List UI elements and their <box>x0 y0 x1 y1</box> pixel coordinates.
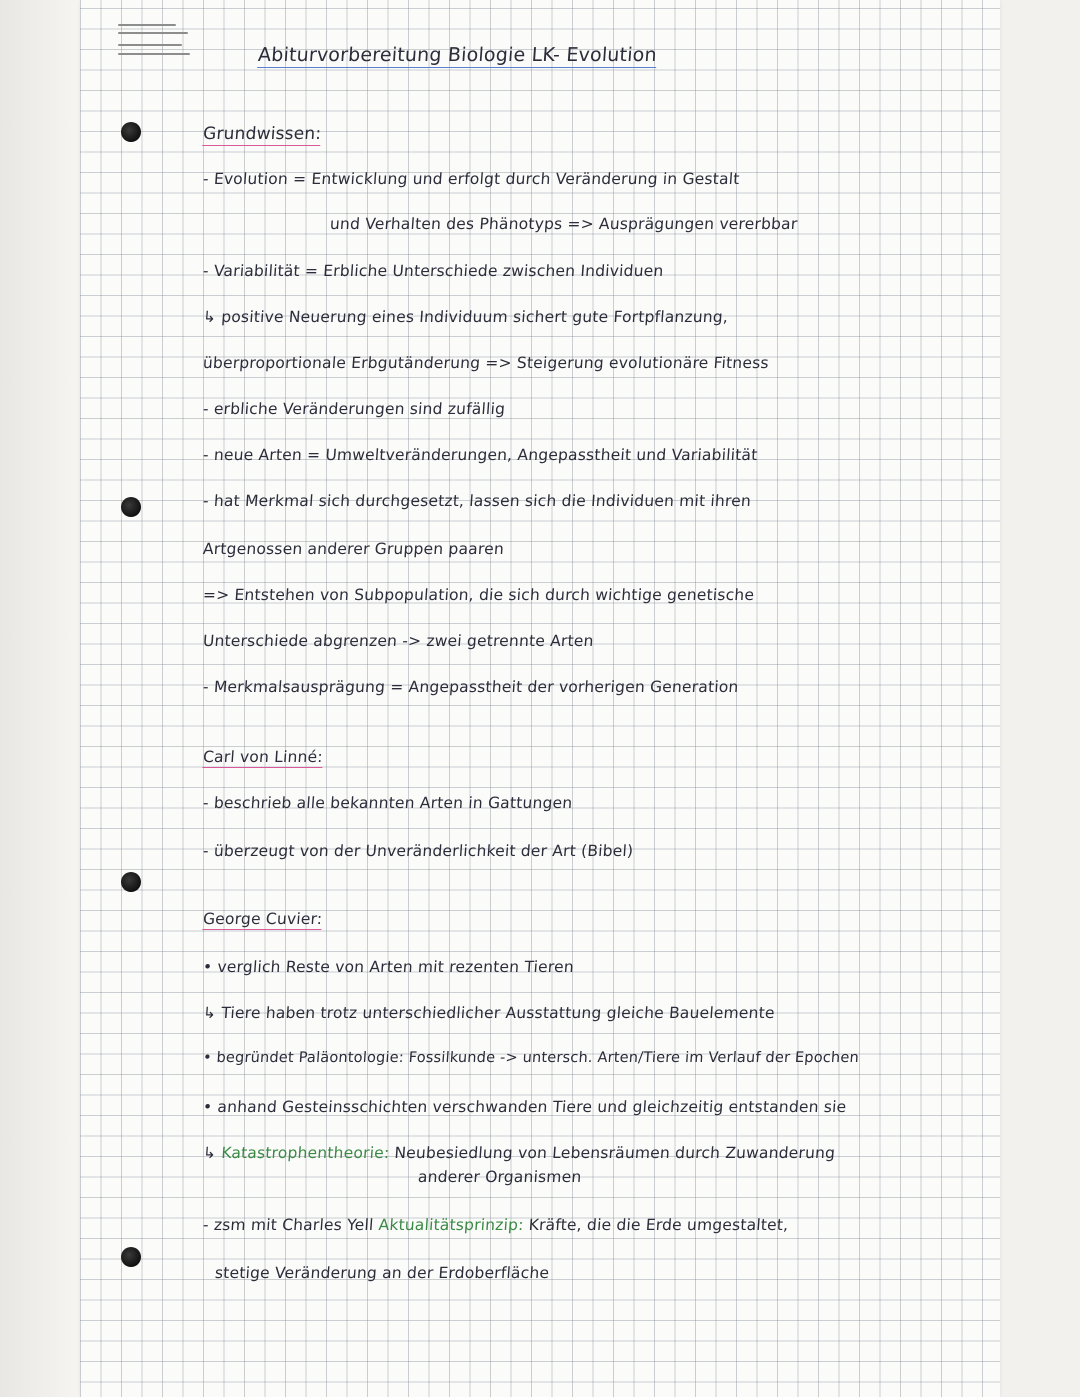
term-katastrophentheorie: Katastrophentheorie: <box>220 1144 390 1162</box>
section-heading-grundwissen: Grundwissen: <box>202 124 322 144</box>
punch-hole <box>121 497 141 517</box>
page-edge <box>0 0 80 1397</box>
note-line: - Merkmalsausprägung = Angepasstheit der vorherigen Generation <box>202 678 740 696</box>
note-line: - erbliche Veränderungen sind zufällig <box>202 400 506 418</box>
note-line: und Verhalten des Phänotyps => Ausprägungen vererbbar <box>329 215 799 233</box>
term-aktualitaetsprinzip: Aktualitätsprinzip: <box>377 1216 525 1234</box>
section-heading-linne: Carl von Linné: <box>202 748 324 766</box>
note-line: Unterschiede abgrenzen -> zwei getrennte Arten <box>202 632 595 650</box>
note-line: - neue Arten = Umweltveränderungen, Angepasstheit und Variabilität <box>202 446 759 464</box>
note-line: - Evolution = Entwicklung und erfolgt durch Veränderung in Gestalt <box>202 170 741 188</box>
note-line: • begründet Paläontologie: Fossilkunde -> untersch. Arten/Tiere im Verlauf der Epochen <box>202 1050 860 1066</box>
punch-hole <box>121 1247 141 1267</box>
note-text: Kräfte, die die Erde umgestaltet, <box>522 1216 789 1234</box>
note-line: => Entstehen von Subpopulation, die sich durch wichtige genetische <box>202 586 755 604</box>
notebook-page <box>80 0 1000 1397</box>
note-line: • anhand Gesteinsschichten verschwanden Tiere und gleichzeitig entstanden sie <box>202 1098 848 1116</box>
note-line-aktualitaetsprinzip <box>202 1216 789 1234</box>
binder-clip <box>118 20 192 58</box>
note-line: stetige Veränderung an der Erdoberfläche <box>214 1264 550 1282</box>
note-prefix: - zsm mit Charles Yell <box>202 1216 380 1234</box>
note-line-katastrophentheorie <box>202 1144 835 1162</box>
note-line: ↳ positive Neuerung eines Individuum sichert gute Fortpflanzung, <box>202 308 729 326</box>
punch-hole <box>121 122 141 142</box>
punch-hole <box>121 872 141 892</box>
note-line: - überzeugt von der Unveränderlichkeit der Art (Bibel) <box>202 842 634 860</box>
note-line: - hat Merkmal sich durchgesetzt, lassen sich die Individuen mit ihren <box>202 492 752 510</box>
note-line: anderer Organismen <box>417 1168 583 1186</box>
note-line: ↳ Tiere haben trotz unterschiedlicher Ausstattung gleiche Bauelemente <box>202 1004 776 1022</box>
note-line: - beschrieb alle bekannten Arten in Gattungen <box>202 794 574 812</box>
note-line: überproportionale Erbgutänderung => Steigerung evolutionäre Fitness <box>202 354 770 372</box>
note-text: Neubesiedlung von Lebensräumen durch Zuwanderung <box>388 1144 836 1162</box>
note-line: • verglich Reste von Arten mit rezenten Tieren <box>202 958 575 976</box>
note-prefix: ↳ <box>202 1144 222 1162</box>
note-line: Artgenossen anderer Gruppen paaren <box>202 540 505 558</box>
note-line: - Variabilität = Erbliche Unterschiede zwischen Individuen <box>202 262 665 280</box>
section-heading-cuvier: George Cuvier: <box>202 910 323 928</box>
page-title: Abiturvorbereitung Biologie LK- Evolution <box>257 44 658 66</box>
